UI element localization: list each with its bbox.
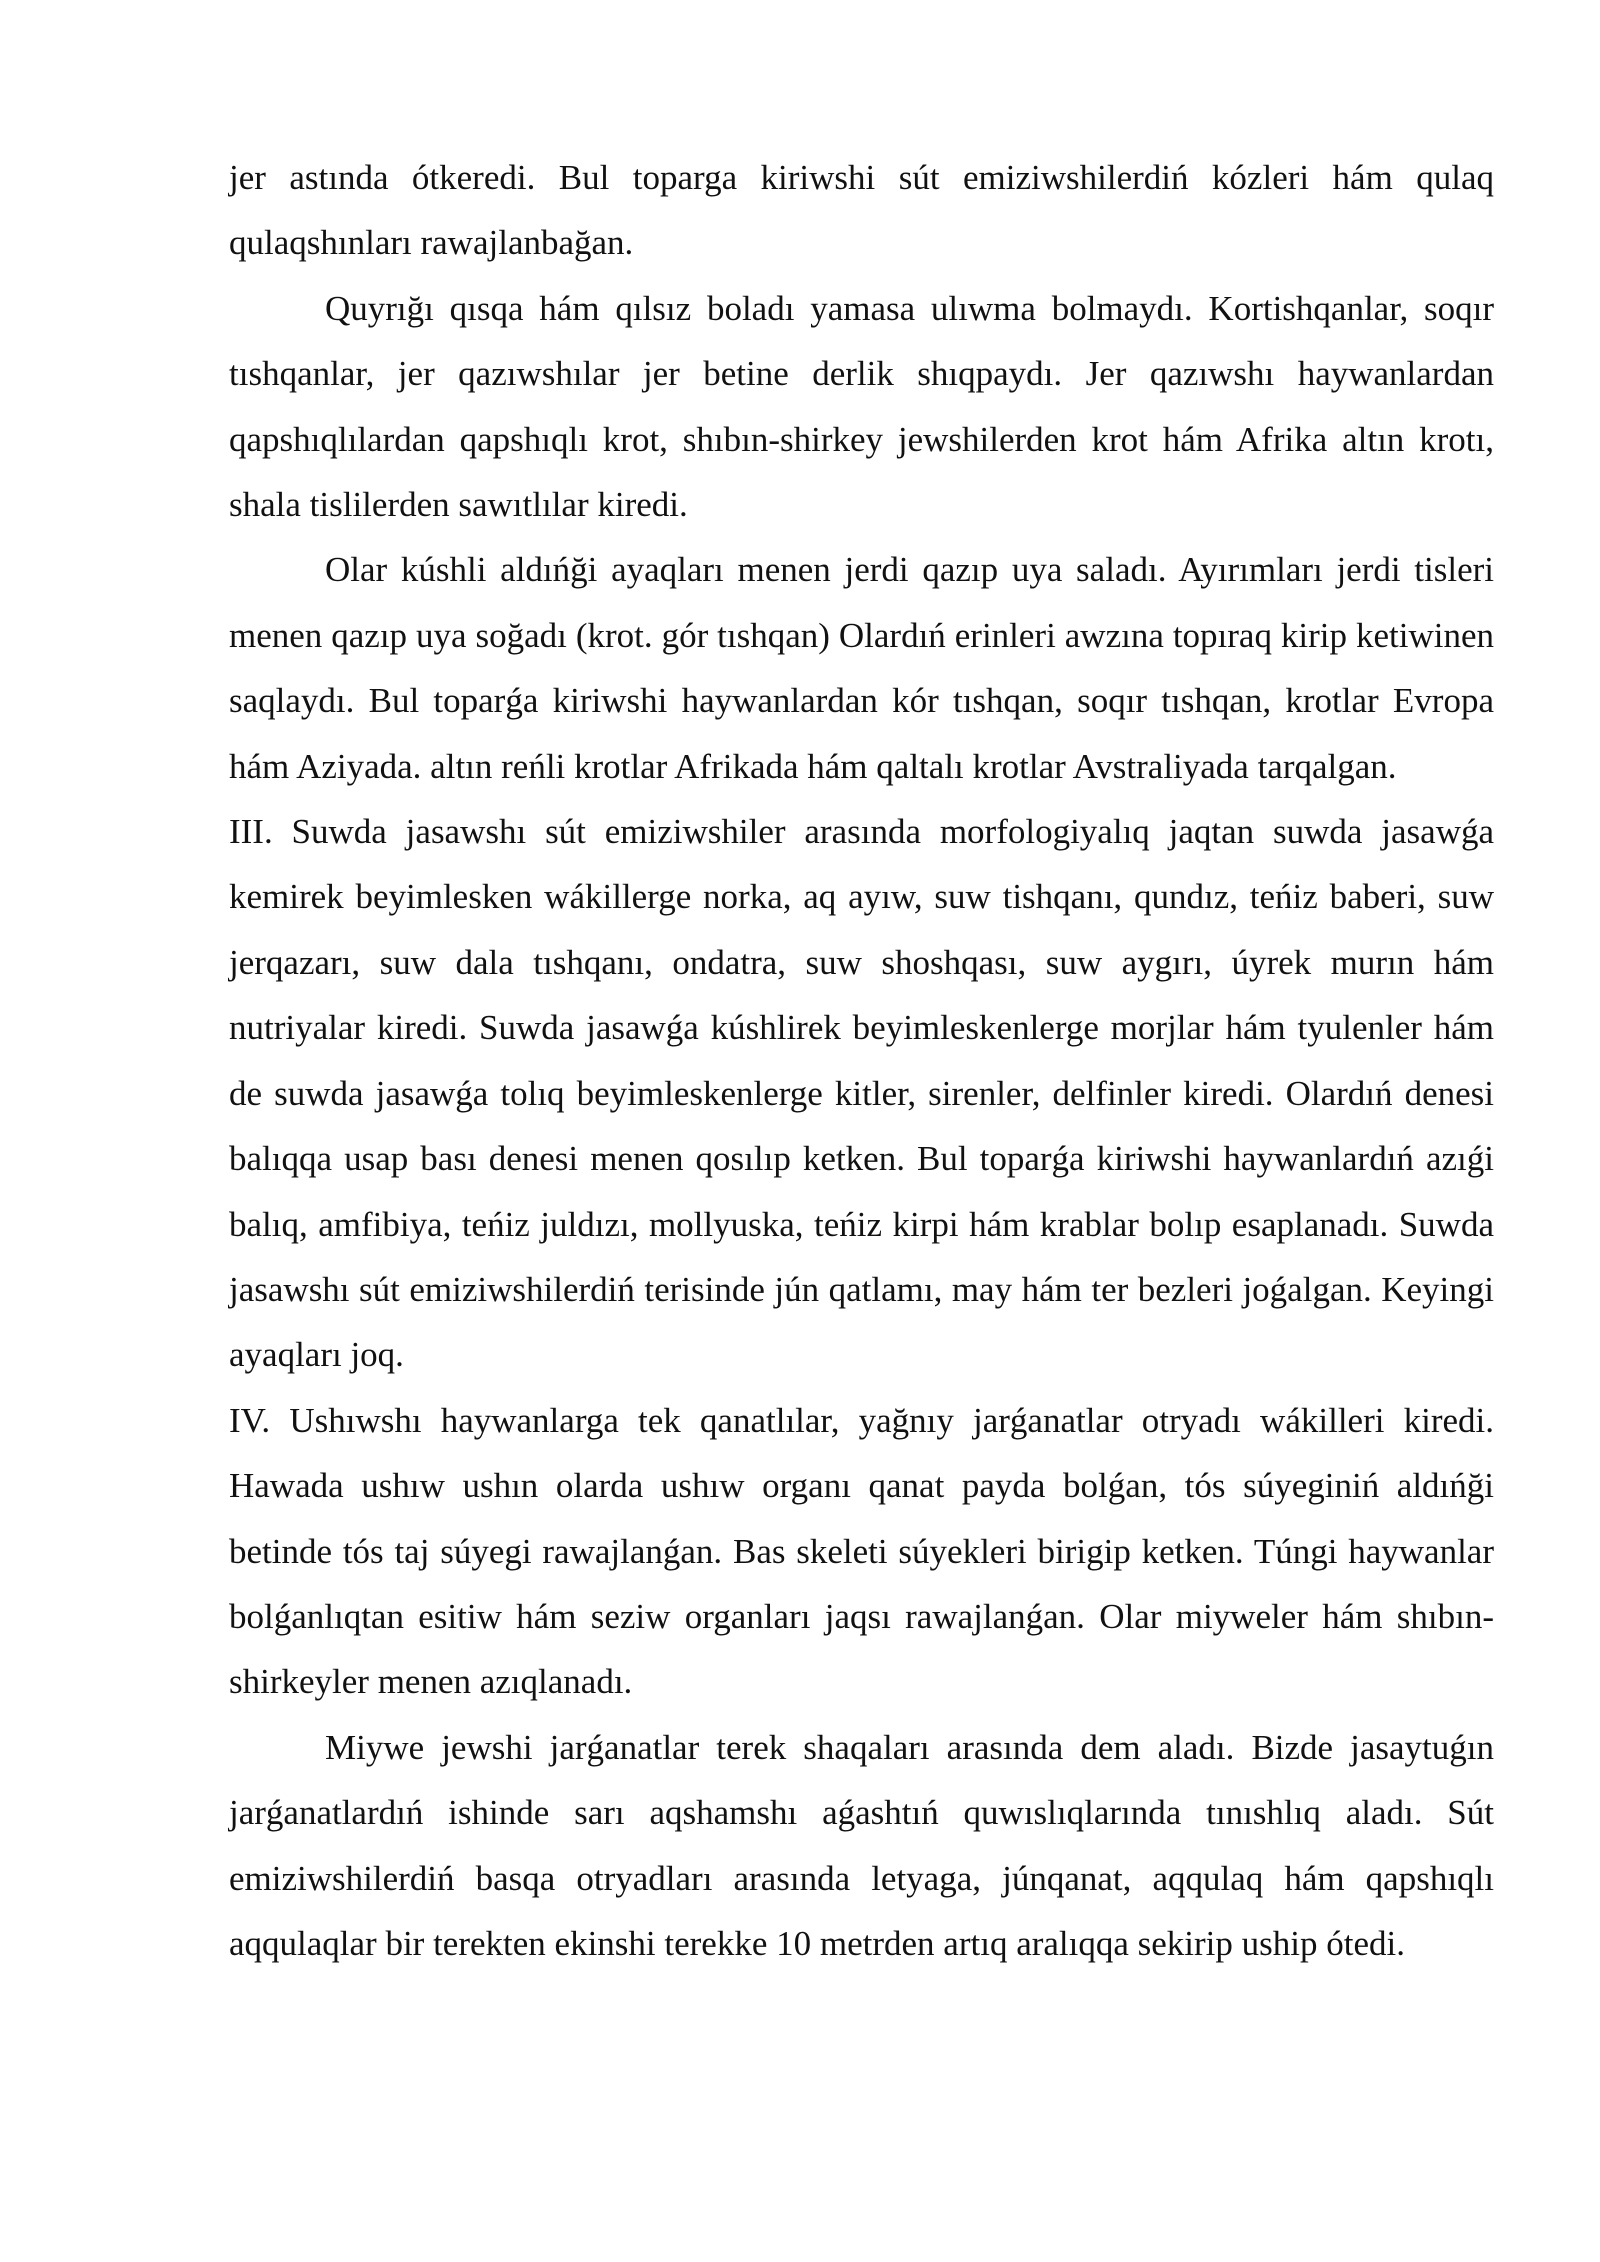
- paragraph-2: Quyrığı qısqa hám qılsız boladı yamasa ulıwma bolmaydı. Kortishqanlar, soqır tıshqanlar, jer qazıwshılar jer betine derlik shıqpaydı. Jer qazıwshı haywanlardan qapshıqlılardan qapshıqlı krot, shıbın-shirkey jewshilerden krot hám Afrika altın krotı, shala tislilerden sawıtlılar kiredi.: [229, 288, 1494, 525]
- document-page: [229, 145, 1494, 1976]
- paragraph-6: Miywe jewshi jarǵanatlar terek shaqaları arasında dem aladı. Bizde jasaytuǵın jarǵanatlardıń ishinde sarı aqshamshı aǵashtıń quwıslıqlarında tınıshlıq aladı. Sút emiziwshilerdiń basqa otryadları arasında letyaga, júnqanat, aqqulaq hám qapshıqlı aqqulaqlar bir terekten ekinshi terekke 10 metrden artıq aralıqqa sekirip uship ótedi.: [229, 1727, 1494, 1963]
- paragraph-1: jer astında ótkeredi. Bul toparga kiriwshi sút emiziwshilerdiń kózleri hám qulaq qulaqshınları rawajlanbağan.: [229, 158, 1494, 263]
- paragraph-4: III. Suwda jasawshı sút emiziwshiler arasında morfologiyalıq jaqtan suwda jasawǵa kemirek beyimlesken wákillerge norka, aq ayıw, suw tishqanı, qundız, teńiz baberi, suw jerqazarı, suw dala tıshqanı, ondatra, suw shoshqası, suw aygırı, úyrek murın hám nutriyalar kiredi. Suwda jasawǵa kúshlirek beyimleskenlerge morjlar hám tyulenler hám de suwda jasawǵa tolıq beyimleskenlerge kitler, sirenler, delfinler kiredi. Olardıń denesi balıqqa usap bası denesi menen qosılıp ketken. Bul toparǵa kiriwshi haywanlardıń azıǵi balıq, amfibiya, teńiz juldızı, mollyuska, teńiz kirpi hám krablar bolıp esaplanadı. Suwda jasawshı sút emiziwshilerdiń terisinde jún qatlamı, may hám ter bezleri joǵalgan. Keyingi ayaqları joq.: [229, 812, 1494, 1375]
- paragraph-3: Olar kúshli aldıńği ayaqları menen jerdi qazıp uya saladı. Ayırımları jerdi tisleri menen qazıp uya soğadı (krot. gór tıshqan) Olardıń erinleri awzına topıraq kirip ketiwinen saqlaydı. Bul toparǵa kiriwshi haywanlardan kór tıshqan, soqır tıshqan, krotlar Evropa hám Aziyada. altın reńli krotlar Afrikada hám qaltalı krotlar Avstraliyada tarqalgan.: [229, 550, 1494, 786]
- paragraph-5: IV. Ushıwshı haywanlarga tek qanatlılar, yağnıy jarǵanatlar otryadı wákilleri kiredi. Hawada ushıw ushın olarda ushıw organı qanat payda bolǵan, tós súyeginiń aldıńği betinde tós taj súyegi rawajlanǵan. Bas skeleti súyekleri birigip ketken. Túngi haywanlar bolǵanlıqtan esitiw hám seziw organları jaqsı rawajlanǵan. Olar miyweler hám shıbın-shirkeyler menen azıqlanadı.: [229, 1400, 1494, 1702]
